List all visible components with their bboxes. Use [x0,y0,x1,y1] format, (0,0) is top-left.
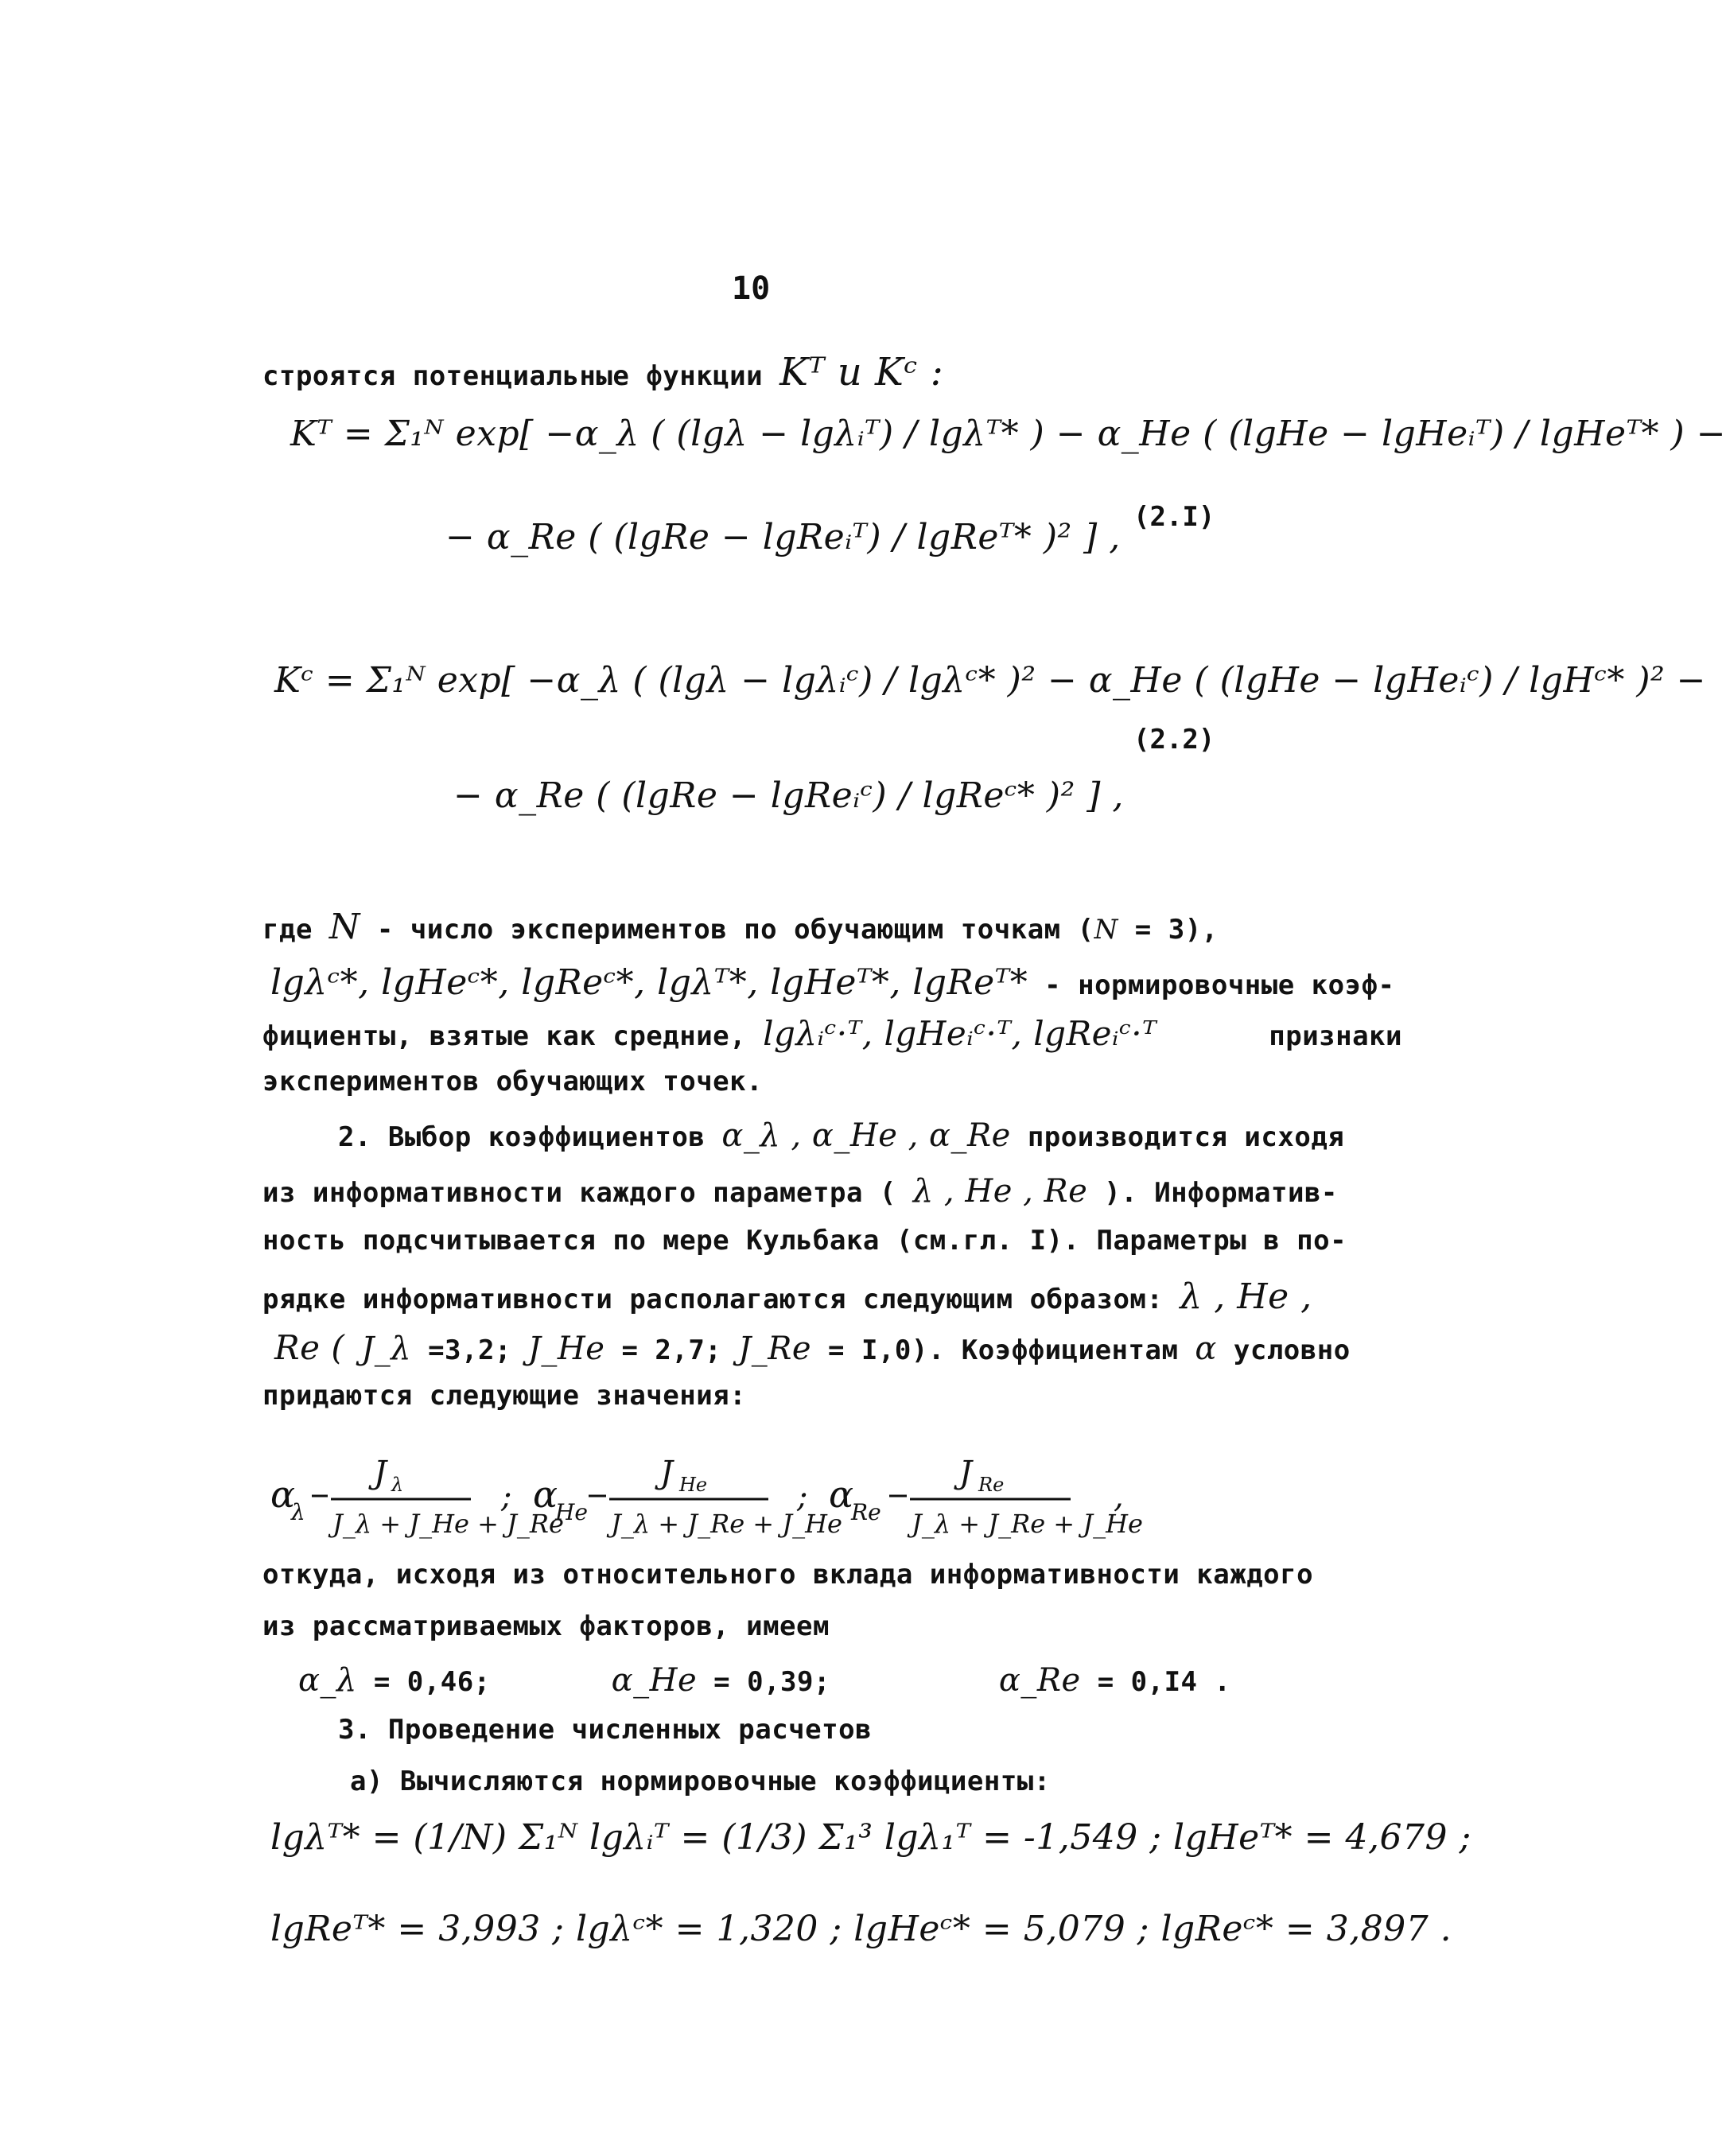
intro-line [262,350,943,394]
sep-1: ; [501,1478,512,1515]
para1-line3 [262,1014,1402,1053]
para2-l2-sym: λ , He , Re [912,1173,1088,1210]
para2-line6: придаются следующие значения: [262,1380,747,1412]
para2-l5-g: α [1195,1331,1217,1367]
para2-l5-f: = I,0). Коэффициентам [811,1334,1195,1366]
v1-value: = 0,46; [356,1666,491,1698]
a2-lhs: α [533,1473,558,1516]
calc-line2: lgReᵀ* = 3,993 ; lgλᶜ* = 1,320 ; lgHeᶜ* = 5,079 ; lgReᶜ* = 3,897 . [270,1909,1452,1949]
para1-l1-c: = 3), [1118,914,1219,946]
para2-l5-d: = 2,7; [604,1334,739,1366]
a3-num-sub: Re [978,1474,1005,1496]
para2-l5-b: =3,2; [411,1334,528,1366]
para2-l5-h: условно [1216,1334,1351,1366]
para1-l3-b: признаки [1269,1020,1403,1052]
para2-l2-a: из информативности каждого параметра ( [262,1177,896,1209]
v3-value: = 0,I4 . [1080,1666,1231,1698]
para2-line5 [274,1328,1351,1367]
a2-sub: He [555,1499,588,1525]
a1-sub: λ [291,1499,305,1525]
alpha-values [298,1662,1230,1699]
a3-sub: Re [851,1499,881,1525]
a1-lhs: α [270,1473,296,1516]
v2-sym: α_He [611,1662,698,1699]
para1-l1-a: где [262,914,313,946]
para2-l5-e: J_Re [738,1331,812,1367]
section-3a-title: а) Вычисляются нормировочные коэффициенты: [350,1766,1051,1797]
para2-l4-a: рядке информативности располагаются следующим образом: [262,1284,1164,1315]
calc-line1: lgλᵀ* = (1/N) Σ₁ᴺ lgλᵢᵀ = (1/3) Σ₁³ lgλ₁ᵀ = -1,549 ; lgHeᵀ* = 4,679 ; [270,1817,1471,1858]
para2-l2-b: ). Информатив- [1087,1177,1338,1209]
para2-line2 [262,1173,1338,1210]
para2-line1 [338,1117,1344,1154]
a3-lhs: α [829,1473,854,1516]
para1-line2 [270,962,1395,1003]
a2-den: J_λ + J_Re + J_He [611,1509,842,1539]
a2-num-sub: He [679,1474,708,1496]
alpha-ratio-formulas [262,1443,1169,1563]
equation-2-1-number: (2.I) [1133,501,1215,533]
para3-line2: из рассматриваемых факторов, имеем [262,1610,830,1642]
v3-sym: α_Re [998,1662,1081,1699]
para1-l1-sym2: N [1094,914,1118,946]
para1-l2-b: - нормировочные коэф- [1028,969,1395,1001]
para1-line1 [262,907,1219,947]
a2-num: J [660,1455,674,1491]
equation-2-2-line2: − α_Re ( (lgRe − lgReᵢᶜ) / lgReᶜ* )² ] , [453,775,1124,816]
para2-l5-c: J_He [527,1331,605,1367]
a3-num: J [959,1455,973,1491]
v1-sym: α_λ [298,1662,357,1699]
para1-l1-sym: N [328,907,360,947]
para1-l3-sym: lgλᵢᶜ·ᵀ, lgHeᵢᶜ·ᵀ, lgReᵢᶜ·ᵀ [763,1014,1157,1053]
a1-num: J [374,1455,387,1491]
a3-den: J_λ + J_Re + J_He [912,1509,1143,1539]
ratios-end: , [1114,1478,1124,1515]
para2-l1-sym: α_λ , α_He , α_Re [721,1117,1011,1154]
equation-2-2-number: (2.2) [1133,724,1215,756]
para2-l4-sym: λ , He , [1180,1276,1312,1317]
para2-l5-a: J_λ [361,1331,412,1367]
para1-line4: экспериментов обучающих точек. [262,1066,764,1097]
para1-l1-b: - число экспериментов по обучающим точкам ( [360,914,1094,946]
sep-2: ; [797,1478,808,1515]
para3-line1: откуда, исходя из относительного вклада информативности каждого [262,1559,1314,1591]
a1-num-sub: λ [391,1474,404,1496]
para2-line3: ность подсчитывается по мере Кульбака (см.гл. I). Параметры в по- [262,1225,1347,1257]
equation-2-1-line1: Kᵀ = Σ₁ᴺ exp[ −α_λ ( (lgλ − lgλᵢᵀ) / lgλᵀ* ) − α_He ( (lgHe − lgHeᵢᵀ) / lgHeᵀ* ) − [290,414,1726,454]
para2-l1-b: производится исходя [1010,1121,1345,1153]
intro-text: строятся потенциальные функции [262,360,764,392]
page-number: 10 [732,270,771,307]
intro-symbols: Kᵀ и Kᶜ : [779,350,944,394]
v2-value: = 0,39; [697,1666,830,1698]
a1-den: J_λ + J_He + J_Re [332,1509,564,1539]
para1-l2-sym: lgλᶜ*, lgHeᶜ*, lgReᶜ*, lgλᵀ*, lgHeᵀ*, lgReᵀ* [270,962,1028,1003]
equation-2-1-line2: − α_Re ( (lgRe − lgReᵢᵀ) / lgReᵀ* )² ] , [445,517,1121,557]
para2-line4 [262,1276,1312,1317]
section-3-title: 3. Проведение численных расчетов [338,1714,873,1746]
para1-l3-a: фициенты, взятые как средние, [262,1020,747,1052]
equation-2-2-line1: Kᶜ = Σ₁ᴺ exp[ −α_λ ( (lgλ − lgλᵢᶜ) / lgλᶜ* )² − α_He ( (lgHe − lgHeᵢᶜ) / lgHᶜ* )² − [274,660,1706,701]
para2-l1-a: 2. Выбор коэффициентов [338,1121,706,1153]
para2-l5-sym1: Re ( [274,1328,345,1367]
